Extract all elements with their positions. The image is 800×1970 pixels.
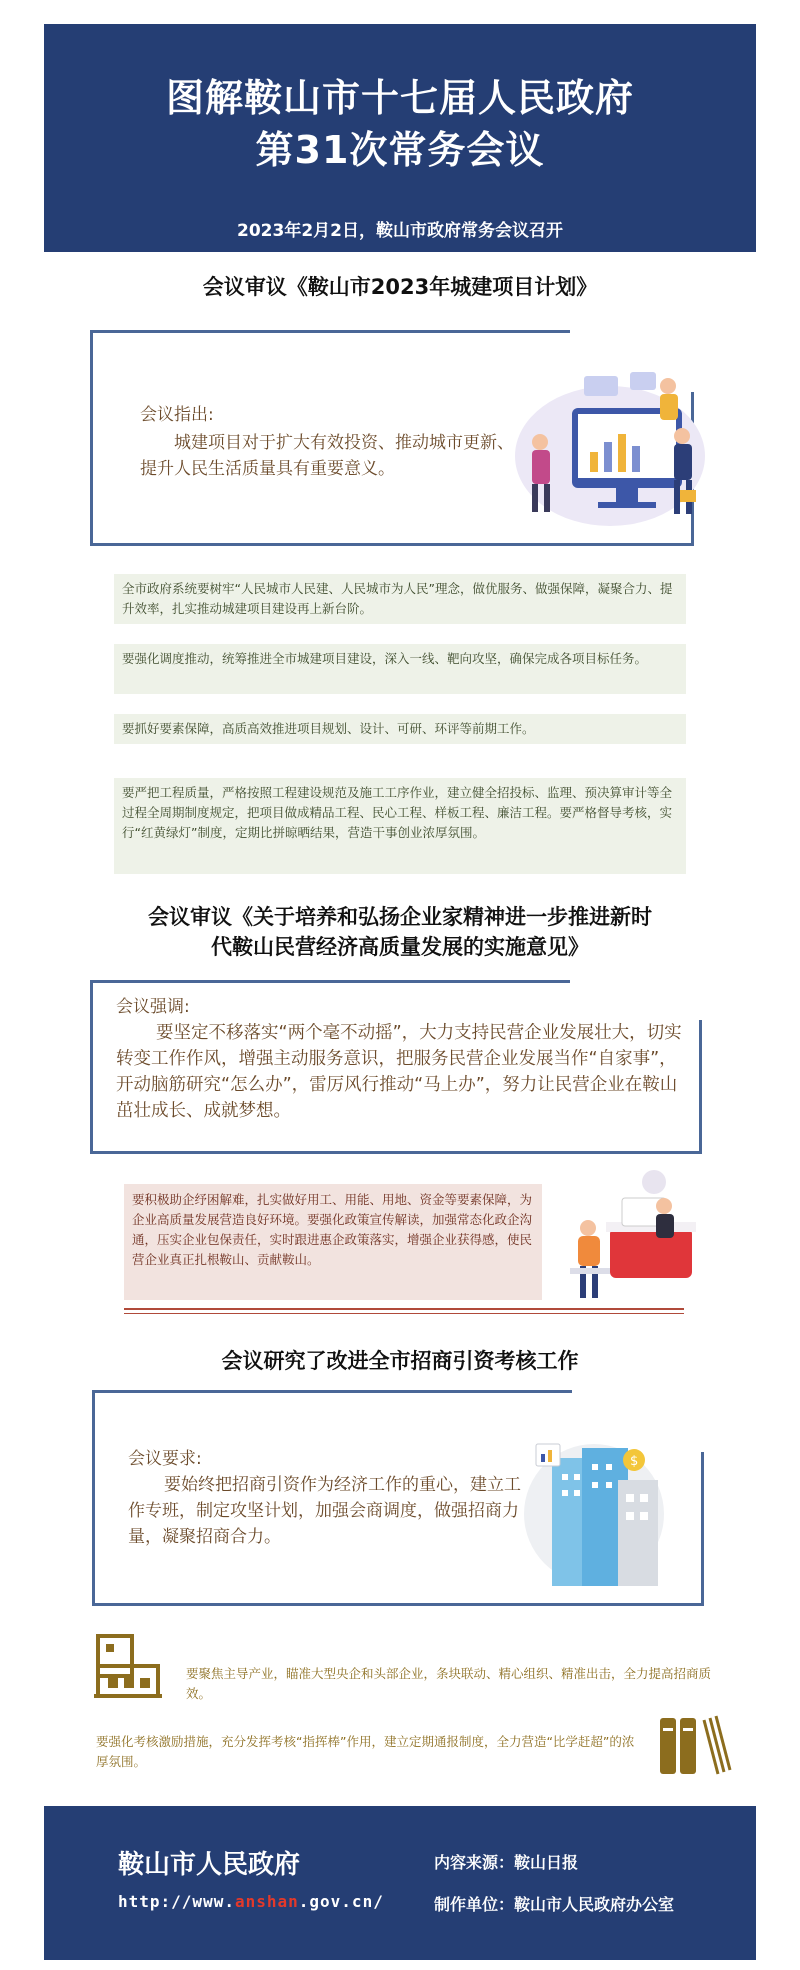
page-subtitle: 2023年2月2日，鞍山市政府常务会议召开 xyxy=(237,221,563,241)
page-title-line2: 第31次常务会议 xyxy=(255,128,545,172)
section1-note-1: 全市政府系统要树牢“人民城市人民建、人民城市为人民”理念，做优服务、做强保障，凝聚合力、提升效率，扎实推动城建项目建设再上新台阶。 xyxy=(114,574,686,624)
section2-title-line1: 会议审议《关于培养和弘扬企业家精神进一步推进新时 xyxy=(148,905,652,929)
footer-source: 内容来源：鞍山日报 xyxy=(434,1853,579,1872)
section3-box-text: 要始终把招商引资作为经济工作的重心，建立工作专班，制定攻坚计划，加强会商调度，做强招商力量，凝聚招商合力。 xyxy=(128,1475,521,1547)
section3-box-label: 会议要求: xyxy=(128,1449,202,1469)
section3-box xyxy=(92,1390,710,1612)
section3-title: 会议研究了改进全市招商引资考核工作 xyxy=(221,1349,579,1373)
section1-box xyxy=(90,330,700,552)
section1-note-2: 要强化调度推动，统筹推进全市城建项目建设，深入一线、靶向攻坚，确保完成各项目标任务。 xyxy=(114,644,686,694)
data-dashboard-illustration-icon xyxy=(510,366,710,526)
section3-note-1: 要聚焦主导产业，瞄准大型央企和头部企业，条块联动、精心组织、精准出击，全力提高招商质效。 xyxy=(186,1666,712,1701)
finance-buildings-illustration-icon xyxy=(522,1430,672,1594)
section1-note-3: 要抓好要素保障，高质高效推进项目规划、设计、可研、环评等前期工作。 xyxy=(114,714,686,744)
books-icon xyxy=(656,1712,732,1776)
section2-box-text: 要坚定不移落实“两个毫不动摇”，大力支持民营企业发展壮大，切实转变工作作风，增强主动服务意识，把服务民营企业发展当作“自家事”，开动脑筋研究“怎么办”，雷厉风行推动“马上办”，努力让民营企业在鞍山茁壮成长、成就梦想。 xyxy=(116,1023,682,1121)
header-banner xyxy=(44,24,756,252)
business-meeting-illustration-icon xyxy=(566,1164,696,1308)
svg-text:$: $ xyxy=(630,1454,639,1469)
footer-url[interactable]: http://www.anshan.gov.cn/ xyxy=(118,1892,384,1911)
section3-note-2: 要强化考核激励措施，充分发挥考核“指挥棒”作用，建立定期通报制度，全力营造“比学赶超”的浓厚氛围。 xyxy=(96,1734,635,1769)
section2-title-line2: 代鞍山民营经济高质量发展的实施意见》 xyxy=(211,935,589,959)
section1-title: 会议审议《鞍山市2023年城建项目计划》 xyxy=(202,275,598,299)
section2-box xyxy=(90,980,708,1160)
section2-box-label: 会议强调: xyxy=(116,997,190,1017)
office-building-icon xyxy=(92,1630,164,1700)
section1-note-4: 要严把工程质量，严格按照工程建设规范及施工工序作业，建立健全招投标、监理、预决算审计等全过程全周期制度规定，把项目做成精品工程、民心工程、样板工程、廉洁工程。要严格督导考核，实行“红黄绿灯”制度，定期比拼晾晒结果，营造干事创业浓厚氛围。 xyxy=(114,778,686,874)
footer-producer: 制作单位：鞍山市人民政府办公室 xyxy=(434,1895,675,1914)
section2-divider xyxy=(124,1308,684,1310)
section2-note: 要积极助企纾困解难，扎实做好用工、用能、用地、资金等要素保障，为企业高质量发展营造良好环境。要强化政策宣传解读，加强常态化政企沟通，压实企业包保责任，实时跟进惠企政策落实，增强企业获得感，使民营企业真正扎根鞍山、贡献鞍山。 xyxy=(124,1184,542,1300)
section1-box-label: 会议指出: xyxy=(140,405,214,425)
page-title-line1: 图解鞍山市十七届人民政府 xyxy=(165,76,634,120)
footer-banner xyxy=(44,1806,756,1960)
footer-org-name: 鞍山市人民政府 xyxy=(118,1850,301,1880)
section1-box-text: 城建项目对于扩大有效投资、推动城市更新、提升人民生活质量具有重要意义。 xyxy=(140,433,514,479)
